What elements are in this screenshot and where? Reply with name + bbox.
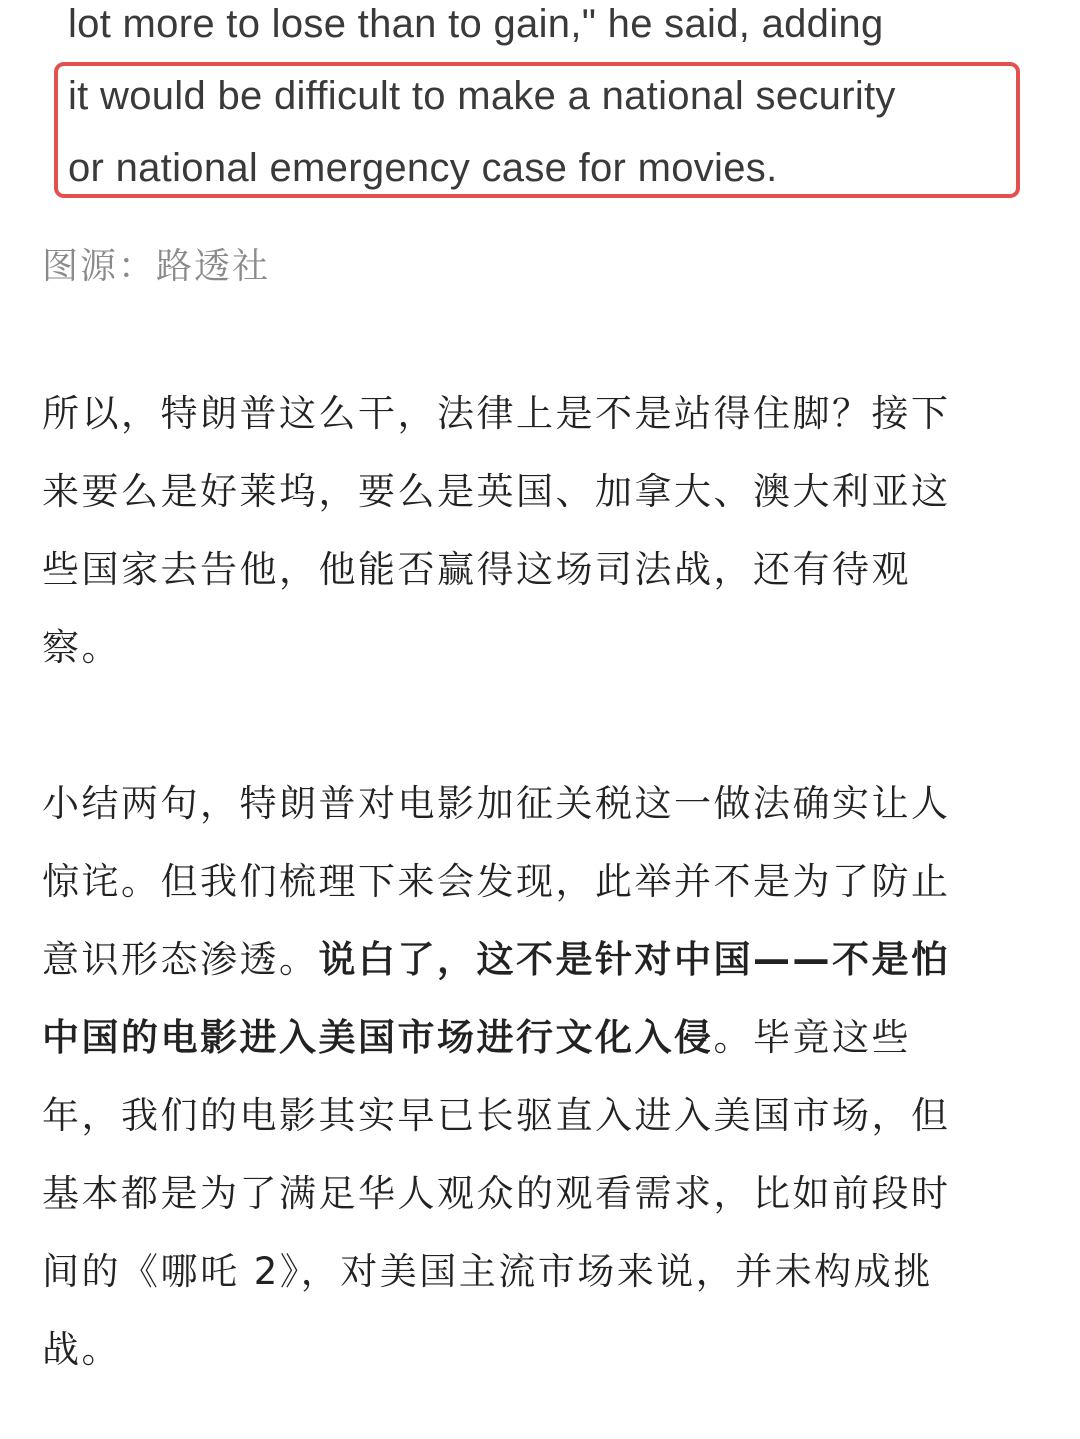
paragraph-line: 战。 <box>42 1328 121 1371</box>
paragraph-line <box>42 999 1038 1077</box>
paragraph-line: 惊诧。但我们梳理下来会发现，此举并不是为了防止 <box>42 860 951 903</box>
paragraph-line: 所以，特朗普这么干，法律上是不是站得住脚？接下 <box>42 392 951 435</box>
paragraph-summary <box>42 765 1038 1389</box>
paragraph-line: 些国家去告他，他能否赢得这场司法战，还有待观 <box>42 548 911 591</box>
paragraph-line: 来要么是好莱坞，要么是英国、加拿大、澳大利亚这 <box>42 470 951 513</box>
paragraph-line: 察。 <box>42 626 121 669</box>
paragraph-line <box>42 921 1038 999</box>
quote-screenshot-image <box>0 0 1080 220</box>
quote-line-1: lot more to lose than to gain," he said, adding <box>68 2 884 46</box>
paragraph-line: 年，我们的电影其实早已长驱直入进入美国市场，但 <box>42 1094 951 1137</box>
bold-emphasis-text: 中国的电影进入美国市场进行文化入侵 <box>42 1016 714 1059</box>
paragraph-legal-question <box>42 375 1038 687</box>
bold-emphasis-text: 说白了，这不是针对中国——不是怕 <box>318 938 951 981</box>
image-caption: 图源：路透社 <box>42 246 271 287</box>
quote-line-3: or national emergency case for movies. <box>68 146 778 190</box>
red-highlight-box <box>54 62 1020 198</box>
normal-text: 意识形态渗透。 <box>42 938 319 981</box>
paragraph-line: 间的《哪吒 2》，对美国主流市场来说，并未构成挑 <box>42 1250 933 1293</box>
quote-line-2: it would be difficult to make a national security <box>68 74 896 118</box>
paragraph-line: 基本都是为了满足华人观众的观看需求，比如前段时 <box>42 1172 951 1215</box>
paragraph-line: 小结两句，特朗普对电影加征关税这一做法确实让人 <box>42 782 951 825</box>
normal-text: 。毕竟这些 <box>713 1016 911 1059</box>
